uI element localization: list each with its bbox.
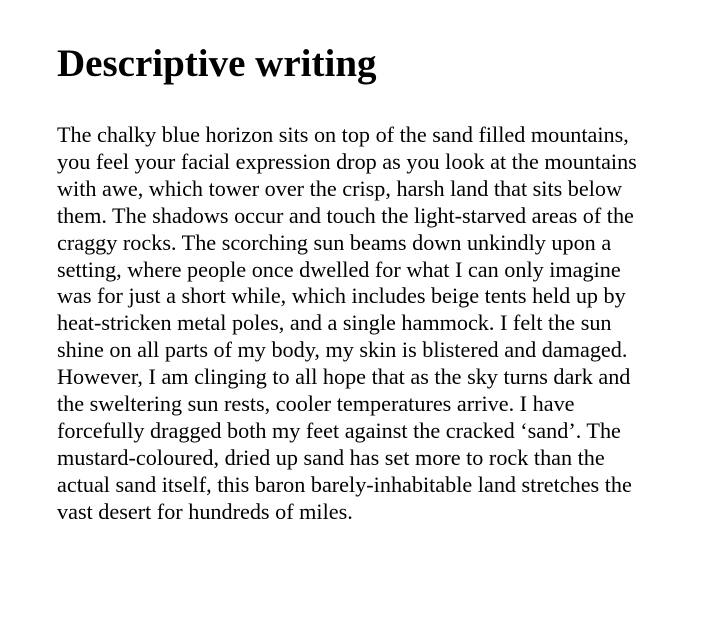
- paragraph-line: the sweltering sun rests, cooler temperatures arrive. I have: [57, 391, 575, 417]
- paragraph-line: shine on all parts of my body, my skin is blistered and damaged.: [57, 337, 628, 363]
- paragraph-line: actual sand itself, this baron barely-inhabitable land stretches the: [57, 471, 632, 497]
- paragraph-line: mustard-coloured, dried up sand has set more to rock than the: [57, 444, 605, 470]
- paragraph-line: craggy rocks. The scorching sun beams down unkindly upon a: [57, 229, 612, 255]
- page-title: Descriptive writing: [57, 42, 377, 85]
- body-paragraph: [57, 122, 697, 526]
- paragraph-line: The chalky blue horizon sits on top of the sand filled mountains,: [57, 122, 629, 147]
- paragraph-line: setting, where people once dwelled for what I can only imagine: [57, 256, 621, 282]
- paragraph-line: you feel your facial expression drop as you look at the mountains: [57, 148, 637, 174]
- paragraph-line: was for just a short while, which includes beige tents held up by: [57, 283, 626, 309]
- paragraph-line: forcefully dragged both my feet against the cracked ‘sand’. The: [57, 417, 621, 443]
- paragraph-line: heat-stricken metal poles, and a single hammock. I felt the sun: [57, 310, 612, 336]
- paragraph-line: them. The shadows occur and touch the light-starved areas of the: [57, 202, 634, 228]
- paragraph-line: with awe, which tower over the crisp, harsh land that sits below: [57, 175, 623, 201]
- paragraph-line: vast desert for hundreds of miles.: [57, 498, 353, 524]
- paragraph-line: However, I am clinging to all hope that as the sky turns dark and: [57, 364, 631, 390]
